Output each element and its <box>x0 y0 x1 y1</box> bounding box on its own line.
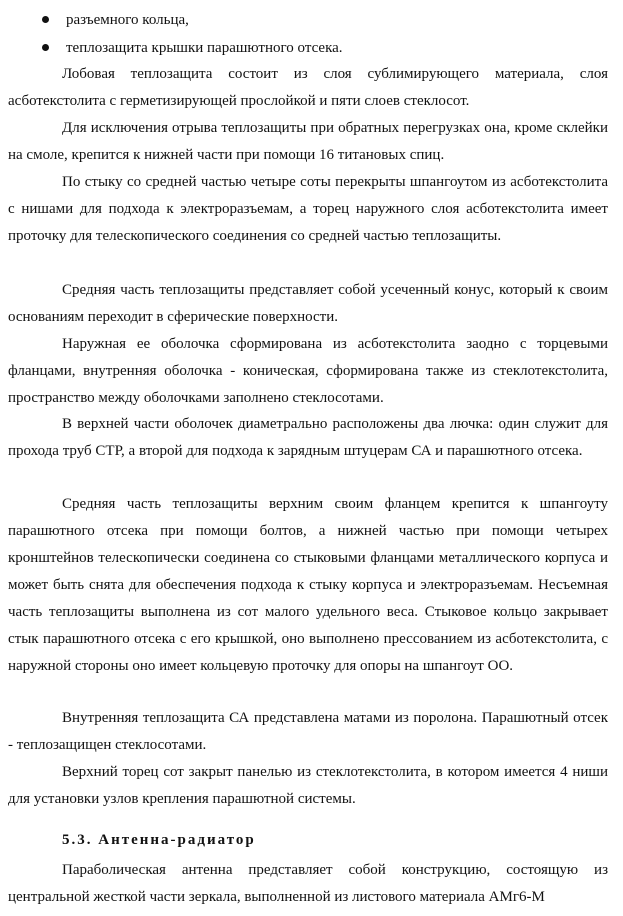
paragraph-joint-middle-part: По стыку со средней частью четыре соты перекрыты шпангоутом из асботекстолита с нишами для подхода к электроразъемам, а торец наружного слоя асботекстолита имеет проточку для телескопического соединения со средней частью теплозащиты. <box>8 174 608 244</box>
paragraph-upper-end: Верхний торец сот закрыт панелью из стеклотекстолита, в котором имеется 4 ниши для установки узлов крепления парашютной системы. <box>8 764 608 807</box>
paragraph-internal-heat-shield: Внутренняя теплозащита СА представлена матами из поролона. Парашютный отсек - теплозащищен стеклосотами. <box>8 710 608 753</box>
bullet-icon <box>42 44 49 51</box>
paragraph-hatches: В верхней части оболочек диаметрально расположены два лючка: один служит для прохода труб СТР, а второй для подхода к зарядным штуцерам СА и парашютного отсека. <box>8 416 608 459</box>
section-title: Антенна-радиатор <box>98 832 256 848</box>
paragraph-detachment-prevention: Для исключения отрыва теплозащиты при обратных перегрузках она, кроме склейки на смоле, крепится к нижней части при помощи 16 титановых спиц. <box>8 120 608 163</box>
section-heading <box>62 827 256 854</box>
paragraph-middle-part-mounting: Средняя часть теплозащиты верхним своим фланцем крепится к шпангоуту парашютного отсека при помощи болтов, а нижней частью при помощи четырех кронштейнов телескопически соединена со стыковыми фланцами металлического корпуса и может быть снята для обеспечения подхода к стыку корпуса и электроразъемам. Несъемная часть теплозащиты выполнена из сот малого удельного веса. Стыковое кольцо закрывает стык парашютного отсека с его крышкой, оно выполнено прессованием из асботекстолита, с наружной стороны оно имеет кольцевую проточку для опоры на шпангоут ОО. <box>8 496 608 674</box>
bullet-text: разъемного кольца, <box>66 12 189 28</box>
paragraph-frontal-heat-shield: Лобовая теплозащита состоит из слоя сублимирующего материала, слоя асботекстолита с герметизирующей прослойкой и пяти слоев стеклосот. <box>8 66 608 109</box>
bullet-list <box>42 6 602 62</box>
bullet-text: теплозащита крышки парашютного отсека. <box>66 40 343 56</box>
paragraph-outer-shell: Наружная ее оболочка сформирована из асботекстолита заодно с торцевыми фланцами, внутренняя оболочка - коническая, сформирована также из стеклотекстолита, пространство между оболочками заполнено стеклосотами. <box>8 336 608 406</box>
bullet-item <box>42 6 602 34</box>
bullet-item <box>42 34 602 62</box>
paragraph-middle-part-shape: Средняя часть теплозащиты представляет собой усеченный конус, который к своим основаниям переходит в сферические поверхности. <box>8 282 608 325</box>
section-number: 5.3. <box>62 832 93 848</box>
bullet-icon <box>42 16 49 23</box>
paragraph-parabolic-antenna: Параболическая антенна представляет собой конструкцию, состоящую из центральной жесткой части зеркала, выполненной из листового материала АМг6-М <box>8 862 608 905</box>
